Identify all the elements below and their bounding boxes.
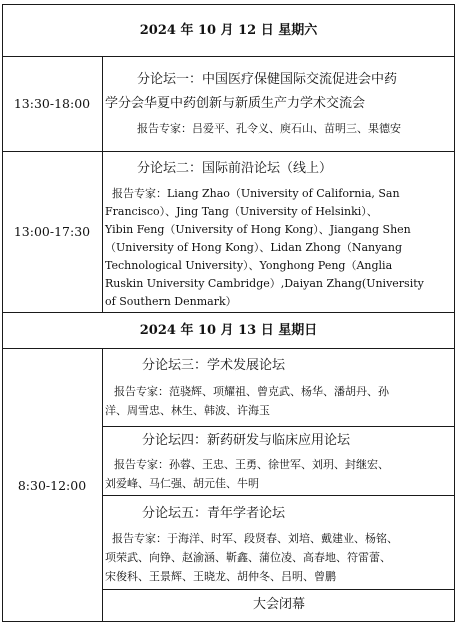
column-divider xyxy=(102,348,103,622)
forum4-title: 分论坛四：新药研发与临床应用论坛 xyxy=(142,433,351,448)
table-border-bottom xyxy=(2,621,455,622)
forum5-experts-line: 项荣武、向铮、赵渝涵、靳鑫、蒲位凌、高春地、符雷蕾、 xyxy=(105,551,391,564)
sub-row-divider xyxy=(102,589,455,590)
row-divider xyxy=(2,151,455,152)
table-border-top xyxy=(2,4,455,5)
session2-time: 13:00-17:30 xyxy=(13,224,91,239)
forum2-experts-line: Yibin Feng（University of Hong Kong）、Jiangang Shen xyxy=(105,223,411,236)
forum5-experts-line: 宋俊科、王景辉、王晓龙、胡仲冬、吕明、曾鹏 xyxy=(105,570,336,583)
sub-row-divider xyxy=(102,426,455,427)
forum2-experts-line: 报告专家：Liang Zhao（University of California, San xyxy=(112,187,400,200)
closing-ceremony: 大会闭幕 xyxy=(252,597,305,612)
forum3-experts-line: 洋、周雪忠、林生、韩波、许海玉 xyxy=(105,404,270,417)
forum2-experts-line: Technological University）、Yonghong Peng（Anglia xyxy=(105,259,393,272)
forum1-title-line1: 分论坛一：中国医疗保健国际交流促进会中药 xyxy=(137,72,398,87)
forum1-experts: 报告专家：吕爱平、孔令义、庾石山、苗明三、果德安 xyxy=(137,122,401,135)
session1-time: 13:30-18:00 xyxy=(13,96,91,111)
forum5-title: 分论坛五：青年学者论坛 xyxy=(142,506,286,521)
forum2-experts-line: Ruskin University Cambridge）,Daiyan Zhang(University xyxy=(105,277,424,290)
forum5-experts-line: 报告专家：于海洋、时军、段贤春、刘培、戴建业、杨铭、 xyxy=(112,532,398,545)
row-divider xyxy=(2,56,455,57)
row-divider xyxy=(2,312,455,313)
forum2-experts-line: （University of Hong Kong）、Lidan Zhong（Nanyang xyxy=(105,241,402,254)
day2-date: 2024 年 10 月 13 日 星期日 xyxy=(139,323,318,338)
session3-time: 8:30-12:00 xyxy=(17,478,87,493)
forum3-title: 分论坛三：学术发展论坛 xyxy=(142,358,286,373)
forum2-experts-line: Francisco）、Jing Tang（University of Helsinki）、 xyxy=(105,205,378,218)
day1-date: 2024 年 10 月 12 日 星期六 xyxy=(139,23,318,38)
forum1-title-line2: 学分会华夏中药创新与新质生产力学术交流会 xyxy=(105,96,366,111)
forum2-title: 分论坛二：国际前沿论坛（线上） xyxy=(137,161,333,176)
forum3-experts-line: 报告专家：范骁辉、项耀祖、曾克武、杨华、潘胡丹、孙 xyxy=(114,385,389,398)
forum2-experts-line: of Southern Denmark） xyxy=(105,295,237,308)
row-divider xyxy=(2,348,455,349)
column-divider xyxy=(102,56,103,312)
table-border-right xyxy=(454,4,455,622)
forum4-experts-line: 报告专家：孙蓉、王忠、王勇、徐世军、刘玥、封继宏、 xyxy=(114,458,389,471)
sub-row-divider xyxy=(102,495,455,496)
forum4-experts-line: 刘爱峰、马仁强、胡元佳、牛明 xyxy=(105,477,259,490)
